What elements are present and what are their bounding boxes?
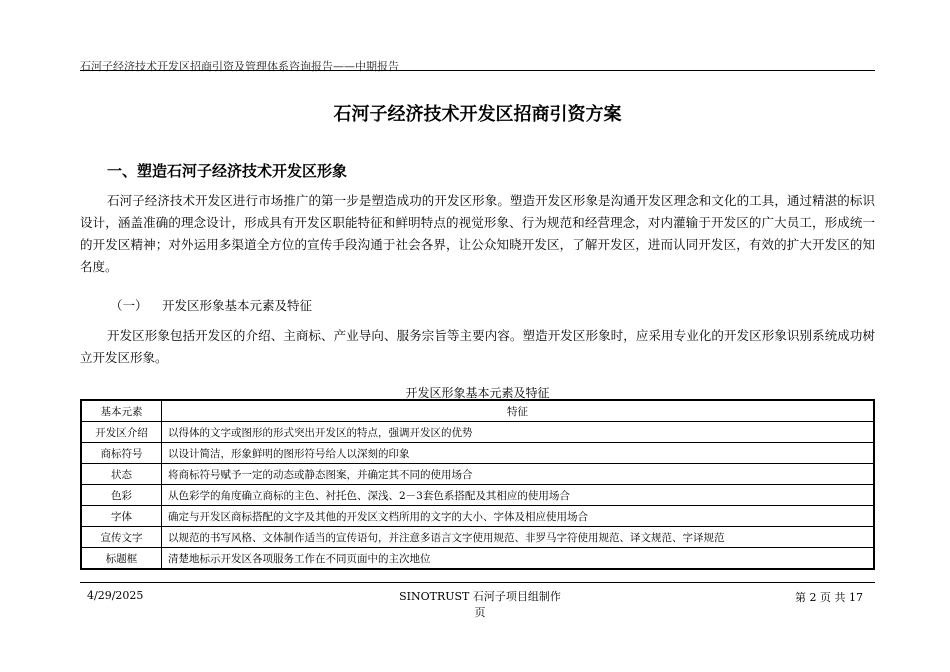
footer-producer-line-2: 页 [474, 606, 486, 619]
subsection-heading [110, 296, 312, 314]
element-cell: 开发区介绍 [81, 422, 162, 443]
feature-cell: 确定与开发区商标搭配的文字及其他的开发区文档所用的文字的大小、字体及相应使用场合 [162, 506, 875, 527]
element-cell: 色彩 [81, 485, 162, 506]
footer-divider [80, 582, 875, 583]
table-row [81, 422, 874, 443]
element-cell: 商标符号 [81, 443, 162, 464]
table-caption: 开发区形象基本元素及特征 [405, 386, 550, 400]
feature-cell: 将商标符号赋予一定的动态或静态图案，并确定其不同的使用场合 [162, 464, 875, 485]
element-cell: 字体 [81, 506, 162, 527]
feature-cell: 从色彩学的角度确立商标的主色、衬托色、深浅、2－3套色系搭配及其相应的使用场合 [162, 485, 875, 506]
feature-cell: 清楚地标示开发区各项服务工作在不同页面中的主次地位 [162, 548, 875, 570]
footer-date: 4/29/2025 [87, 589, 144, 602]
element-cell: 标题框 [81, 548, 162, 570]
table-row [81, 464, 874, 485]
footer-page-number: 第 2 页 共 17 [795, 591, 863, 604]
feature-cell: 以得体的文字或图形的形式突出开发区的特点，强调开发区的优势 [162, 422, 875, 443]
header-divider [80, 70, 875, 71]
element-cell: 宣传文字 [81, 527, 162, 548]
footer-producer [380, 589, 580, 621]
column-header-feature: 特征 [162, 400, 875, 422]
table-row [81, 548, 874, 570]
running-header: 石河子经济技术开发区招商引资及管理体系咨询报告——中期报告 [80, 60, 399, 73]
table-header-row [81, 400, 874, 422]
subsection-label: 开发区形象基本元素及特征 [162, 298, 313, 313]
table-row [81, 485, 874, 506]
table-row [81, 506, 874, 527]
subsection-number: （一） [110, 298, 148, 313]
footer-producer-line: SINOTRUST 石河子项目组制作 [399, 590, 561, 603]
body-paragraph-2: 开发区形象包括开发区的介绍、主商标、产业导向、服务宗旨等主要内容。塑造开发区形象时，应采用专业化的开发区形象识别系统成功树立开发区形象。 [80, 328, 875, 365]
body-paragraph-1: 石河子经济技术开发区进行市场推广的第一步是塑造成功的开发区形象。塑造开发区形象是沟通开发区理念和文化的工具，通过精湛的标识设计，涵盖准确的理念设计，形成具有开发区职能特征和鲜明特点的视觉形象、行为规范和经营理念，对内灌输于开发区的广大员工，形成统一的开发区精神；对外运用多渠道全方位的宣传手段沟通于社会各界，让公众知晓开发区，了解开发区，进而认同开发区，有效的扩大开发区的知名度。 [80, 193, 875, 274]
feature-cell: 以规范的书写风格、文体制作适当的宣传语句，并注意多语言文字使用规范、非罗马字符使用规范、译文规范、字译规范 [162, 527, 875, 548]
features-table [80, 399, 875, 570]
table-row [81, 443, 874, 464]
section-heading: 一、塑造石河子经济技术开发区形象 [107, 162, 348, 180]
document-title: 石河子经济技术开发区招商引资方案 [333, 104, 622, 125]
element-cell: 状态 [81, 464, 162, 485]
table-row [81, 527, 874, 548]
column-header-element: 基本元素 [81, 400, 162, 422]
feature-cell: 以设计简洁，形象鲜明的图形符号给人以深刻的印象 [162, 443, 875, 464]
